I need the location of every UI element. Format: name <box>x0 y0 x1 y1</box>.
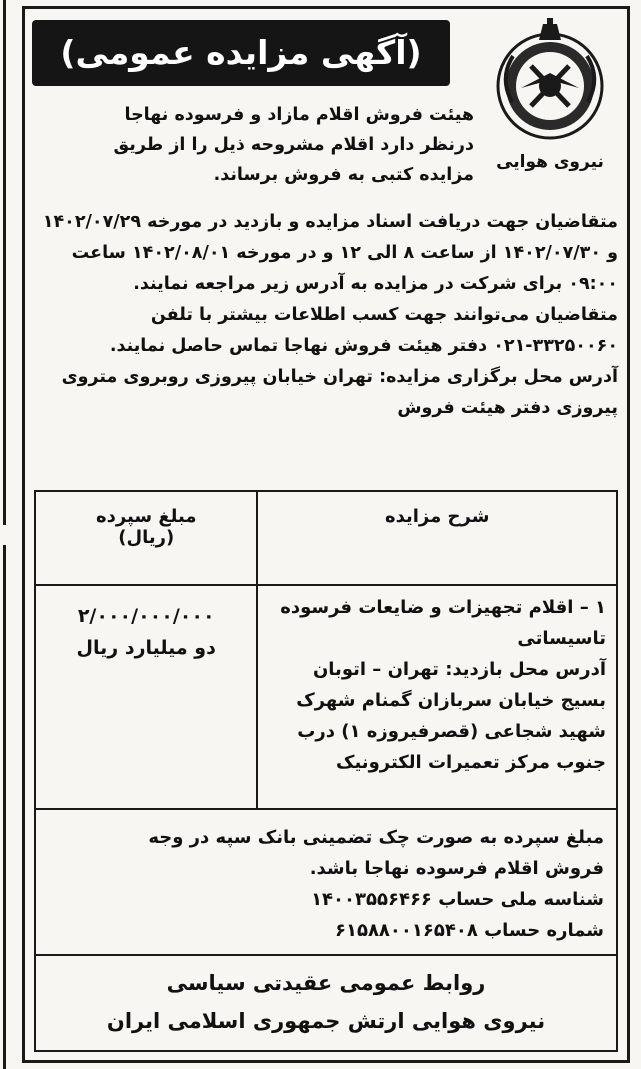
signature-row <box>36 956 616 1050</box>
notice-body <box>34 207 618 424</box>
header-amount-line: (ریال) <box>118 527 175 548</box>
body-paragraph-address <box>34 362 618 424</box>
header-description: شرح مزایده <box>256 492 616 584</box>
item-description <box>256 586 616 808</box>
address-text: تهران خیابان پیروزی روبروی متروی پیروزی دفتر هیئت فروش <box>61 367 618 418</box>
note-line: مبلغ سپرده به صورت چک تضمینی بانک سپه در وجه <box>148 827 604 848</box>
auction-table <box>34 490 618 1052</box>
deposit-note-row <box>36 810 616 956</box>
intro-line: هیئت فروش اقلام مازاد و فرسوده نهاجا <box>124 105 474 125</box>
footer-line-organization: نیروی هوایی ارتش جمهوری اسلامی ایران <box>106 1009 546 1033</box>
body-paragraph-visit: متقاضیان جهت دریافت اسناد مزایده و بازدید در مورخه ۱۴۰۲/۰۷/۲۹ و ۱۴۰۲/۰۷/۳۰ از ساعت ۸ الی ۱۲ و در مورخه ۱۴۰۲/۰۸/۰۱ ساعت ۰۹:۰۰ برای شرکت در مزایده به آدرس زیر مراجعه نمایند. <box>42 212 618 294</box>
item-deposit <box>36 586 256 808</box>
item-title: ۱ – اقلام تجهیزات و ضایعات فرسوده تاسیساتی <box>280 597 606 649</box>
edge-bar <box>3 0 6 525</box>
deposit-amount-words: دو میلیارد ریال <box>76 637 216 659</box>
footer-line-public-relations: روابط عمومی عقیدتی سیاسی <box>166 971 486 995</box>
notice-title: (آگهی مزایده عمومی) <box>32 20 450 86</box>
notice-content <box>30 12 622 1058</box>
intro-line: مزایده کتبی به فروش برساند. <box>213 165 474 185</box>
account-number: شماره حساب ۶۱۵۸۸۰۰۱۶۵۴۰۸ <box>334 920 604 941</box>
national-id: شناسه ملی حساب ۱۴۰۰۳۵۵۶۴۶۶ <box>311 889 604 910</box>
logo-caption: نیروی هوایی <box>496 152 604 172</box>
intro-text <box>34 100 474 190</box>
deposit-note <box>36 810 616 954</box>
left-page-edge <box>0 0 12 1069</box>
header-amount-line: مبلغ سپرده <box>95 506 197 527</box>
intro-line: درنظر دارد اقلام مشروحه ذیل را از طریق <box>113 135 474 155</box>
signature-block <box>36 956 616 1050</box>
air-force-emblem-icon <box>491 18 609 148</box>
header-amount <box>36 492 256 584</box>
table-header-row <box>36 492 616 586</box>
logo-block <box>486 18 614 198</box>
deposit-amount-number: ۲/۰۰۰/۰۰۰/۰۰۰ <box>77 605 215 627</box>
body-paragraph-contact: متقاضیان می‌توانند جهت کسب اطلاعات بیشتر با تلفن ۳۳۲۵۰۰۶۰-۰۲۱ دفتر هیئت فروش نهاجا تماس حاصل نمایند. <box>109 305 618 356</box>
address-label: آدرس محل برگزاری مزایده: <box>379 367 618 387</box>
note-line: فروش اقلام فرسوده نهاجا باشد. <box>309 858 604 879</box>
table-row <box>36 586 616 810</box>
edge-bar <box>3 545 6 1069</box>
item-visit-address: آدرس محل بازدید: تهران – اتوبان بسیج خیابان سربازان گمنام شهرک شهید شجاعی (قصرفیروزه ۱) درب جنوب مرکز تعمیرات الکترونیک <box>296 659 606 773</box>
